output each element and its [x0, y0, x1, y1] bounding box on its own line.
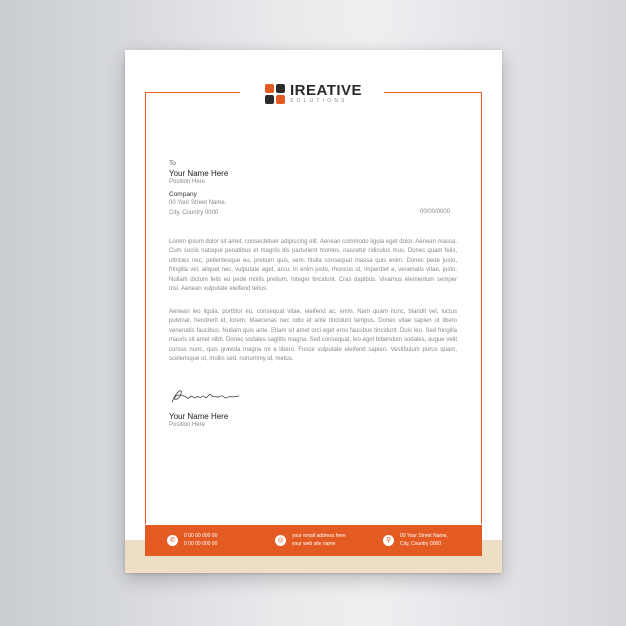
frame-left-line [145, 92, 146, 524]
recipient-position: Position Here [169, 179, 206, 185]
company-block [169, 191, 226, 218]
frame-top-left-line [145, 92, 240, 93]
globe-icon: ◎ [275, 535, 286, 546]
letter-date: 00/00/0000 [420, 209, 451, 215]
to-label: To [169, 160, 176, 167]
footer-notch [358, 519, 368, 525]
footer-phone [167, 533, 217, 548]
signer-name: Your Name Here [169, 412, 229, 421]
phone-icon: ✆ [167, 535, 178, 546]
location-pin-icon: ⚲ [383, 535, 394, 546]
signer-block [169, 410, 228, 428]
phone-number-2: 0 00 00 000 00 [184, 540, 218, 547]
phone-number-1: 0 00 00 000 00 [184, 533, 218, 539]
recipient-block [169, 160, 228, 185]
logo-name: IREATIVE [290, 82, 363, 99]
letterhead-page [125, 50, 502, 573]
company-city: City, Country 0000 [169, 210, 219, 216]
footer-contact [275, 533, 346, 548]
logo [265, 83, 362, 104]
logo-squares-icon [265, 84, 285, 104]
company-label: Company [169, 191, 197, 198]
body-paragraph-2: Aenean leo ligula, porttitor eu, consequat vitae, eleifend ac, enim. Nam quam nunc, blandit vel, luctus pulvinar, hendrerit id, lorem. Maecenas nec odio et ante tincidunt tempus. Donec vitae sapien ut libero venenatis faucibus. Nullam quis ante. Etiam sit amet orci eget eros faucibus tincidunt. Duis leo. Sed fringilla mauris sit amet nibh. Donec sodales sagittis magna. Sed consequat, leo eget bibendum sodales, augue velit cursus nunc, quis gravida magna mi a libero. Fusce vulputate eleifend sapien. Vestibulum purus quam, scelerisque ut, mollis sed, nonummy id, metus. [169, 309, 457, 363]
recipient-name: Your Name Here [169, 169, 229, 178]
footer-email: your email address here [292, 533, 346, 539]
footer-street: 00 Your Street Name, [400, 533, 448, 539]
footer-website: your web site name [292, 540, 336, 547]
footer-address [383, 533, 448, 548]
footer-bar [145, 525, 482, 556]
frame-right-line [481, 92, 482, 524]
logo-tagline: SOLUTIONS [290, 98, 348, 104]
body-paragraph-1: Lorem ipsum dolor sit amet, consectetuer adipiscing elit. Aenean commodo ligula eget dolor. Aenean massa. Cum sociis natoque penatibus et magnis dis parturient montes, nascetur ridiculus mus. Donec quam felis, ultricies nec, pellentesque eu, pretium quis, sem. Nulla consequat massa quis enim. Donec pede justo, fringilla vel, aliquet nec, vulputate eget, arcu. In enim justo, rhoncus ut, imperdiet a, venenatis vitae, justo. Nullam dictum felis eu pede mollis pretium. Integer tincidunt. Cras dapibus. Vivamus elementum semper nisi. Aenean vulputate eleifend tellus. [169, 239, 457, 293]
signature-image [169, 386, 249, 408]
signer-position: Position Here [169, 422, 206, 428]
frame-top-right-line [384, 92, 482, 93]
footer-city: City, Country 0000 [400, 540, 442, 547]
footer-notch [251, 519, 261, 525]
company-street: 00 Your Street Name, [169, 200, 227, 206]
